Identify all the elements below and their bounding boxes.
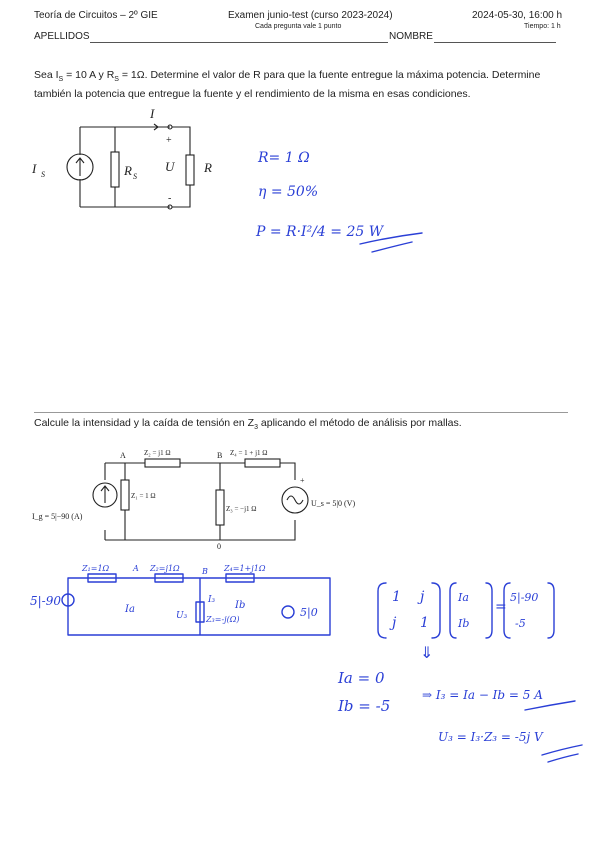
svg-text:1: 1 [420,615,429,631]
name-line [434,42,556,43]
svg-text:1: 1 [392,589,401,605]
svg-text:Z₄ = 1 + j1 Ω: Z₄ = 1 + j1 Ω [230,449,268,457]
svg-text:5|0: 5|0 [300,606,318,619]
svg-text:I₃: I₃ [208,595,216,605]
result-ib: Ib = -5 [338,697,391,715]
mesh-matrix [370,575,565,665]
surname-line [90,42,388,43]
svg-text:+: + [166,135,172,146]
svg-text:U_s = 5|0 (V): U_s = 5|0 (V) [311,499,356,508]
resistor-r-icon [186,155,194,185]
surname-label: APELLIDOS [34,31,90,42]
course-title: Teoría de Circuitos – 2º GIE [34,10,158,21]
svg-text:A: A [133,564,139,573]
answer-r: R= 1 Ω [258,150,310,166]
question2-sketch [30,560,350,650]
svg-text:Z₂ = j1 Ω: Z₂ = j1 Ω [144,449,171,457]
result-ia: Ia = 0 [338,669,385,687]
svg-text:=: = [495,599,507,615]
svg-text:B: B [202,567,208,576]
question2-text: Calcule la intensidad y la caída de tensión en $Z_3$ aplicando el método de análisis por mallas. [34,417,462,432]
svg-text:I_g = 5|−90 (A): I_g = 5|−90 (A) [32,512,83,521]
question1-circuit [30,105,230,215]
svg-text:j: j [420,589,425,605]
name-label: NOMBRE [389,31,433,42]
exam-duration: Tiempo: 1 h [524,23,561,30]
svg-text:j: j [392,615,397,631]
exam-datetime: 2024-05-30, 16:00 h [472,10,563,21]
svg-text:Z₃=-j(Ω): Z₃=-j(Ω) [206,615,240,624]
svg-text:+: + [300,476,305,485]
svg-text:0: 0 [217,542,221,551]
implies-arrow: ⇓ [420,643,434,662]
resistor-rs-icon [111,152,119,187]
answer-power: P = R·I²/4 = 25 W [256,224,384,240]
svg-text:I: I [150,106,155,121]
svg-text:Z₄=1+j1Ω: Z₄=1+j1Ω [224,564,266,573]
svg-text:Z₁=1Ω: Z₁=1Ω [82,564,110,573]
points-note: Cada pregunta vale 1 punto [255,23,342,30]
source-label: I [32,161,37,176]
exam-title: Examen junio-test (curso 2023-2024) [228,10,393,21]
svg-text:5|-90: 5|-90 [510,591,539,604]
svg-text:5|-90: 5|-90 [30,594,62,608]
svg-text:S: S [41,170,45,179]
svg-text:U₃: U₃ [176,611,188,621]
answer-eta: η = 50% [258,184,319,200]
svg-text:U: U [165,159,175,174]
svg-text:-5: -5 [515,617,526,630]
svg-text:Z₃ = −j1 Ω: Z₃ = −j1 Ω [226,505,257,513]
svg-text:R: R [204,160,212,175]
svg-text:-: - [168,193,172,204]
svg-text:Ia: Ia [458,591,469,604]
question2-results [330,665,590,775]
question1-answer [250,140,440,260]
svg-text:Ia: Ia [125,604,135,615]
svg-text:S: S [133,172,137,181]
question2-circuit [30,445,356,555]
result-i3: ⇒ I₃ = Ia − Ib = 5 A [422,688,543,702]
result-u3: U₃ = I₃·Z₃ = -5j V [438,730,543,744]
svg-text:R: R [124,163,132,178]
svg-text:Ib: Ib [458,617,470,630]
svg-text:Ib: Ib [235,600,246,611]
svg-text:B: B [217,451,223,460]
section-divider [34,412,568,413]
svg-text:Z₁ = 1 Ω: Z₁ = 1 Ω [131,492,156,500]
svg-text:Z₂=j1Ω: Z₂=j1Ω [150,564,180,573]
question1-text: Sea $I_S = 10$ A y $R_S = 1\Omega$. Determine el valor de R para que la fuente entregue la máxima potencia. Determine también la potencia que entregue la fuente y el rendimiento de la misma en esas condiciones. [34,69,541,101]
svg-text:A: A [120,451,126,460]
